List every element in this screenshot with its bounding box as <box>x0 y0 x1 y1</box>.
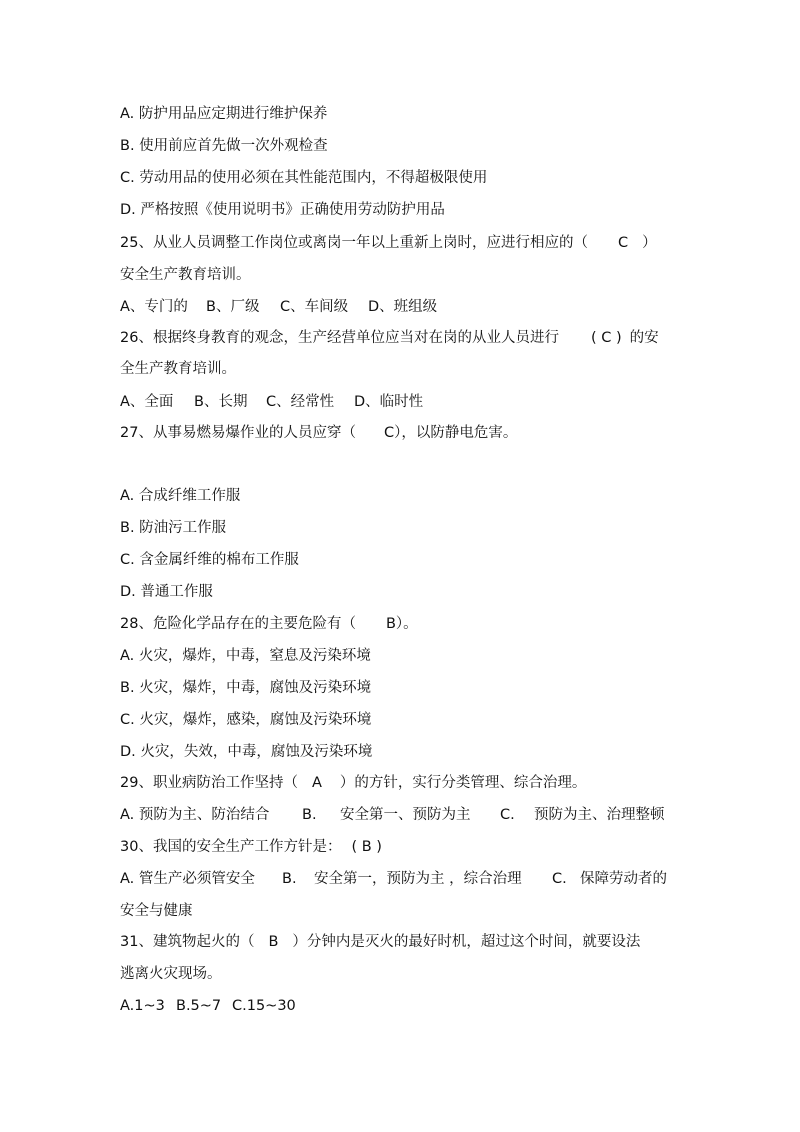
option-line: D. 火灾，失效，中毒，腐蚀及污染环境 <box>120 744 373 760</box>
option-line: D. 严格按照《使用说明书》正确使用劳动防护用品 <box>120 202 445 218</box>
option: C、经常性 <box>266 394 335 410</box>
option: B.5~7 <box>176 998 222 1014</box>
option: B、长期 <box>194 394 248 410</box>
question-text: ）的方针，实行分类管理、综合治理。 <box>339 775 587 791</box>
options-row <box>120 996 296 1016</box>
question-text: 逃离火灾现场。 <box>120 966 222 982</box>
option: A. 管生产必须管安全 <box>120 871 255 887</box>
question-28 <box>120 614 418 634</box>
question-text: 27、从事易燃易爆作业的人员应穿（ <box>120 425 356 441</box>
question-text: 的安 <box>629 330 659 346</box>
option: C.15~30 <box>232 998 296 1014</box>
answer: ( B ) <box>351 839 382 855</box>
option-line: 安全与健康 <box>120 903 193 919</box>
answer: A <box>311 775 322 791</box>
question-text: ），以防静电危害。 <box>394 425 518 441</box>
answer: ( C ) <box>590 330 622 346</box>
option: B. <box>282 871 297 887</box>
option: 安全第一、预防为主 <box>340 807 471 823</box>
option: D、班组级 <box>368 299 438 315</box>
question-27 <box>120 423 517 443</box>
option: 预防为主、治理整顿 <box>534 807 665 823</box>
option-line: C. 火灾，爆炸，感染，腐蚀及污染环境 <box>120 712 372 728</box>
option: 保障劳动者的 <box>580 871 667 887</box>
question-29 <box>120 773 586 793</box>
question-text: 30、我国的安全生产工作方针是： <box>120 839 342 855</box>
answer: B <box>268 934 279 950</box>
question-text: 31、建筑物起火的（ <box>120 934 255 950</box>
options-row <box>120 869 667 889</box>
option-line: C. 含金属纤维的棉布工作服 <box>120 552 299 568</box>
options-row <box>120 805 665 825</box>
question-31 <box>120 932 640 952</box>
question-text: 28、危险化学品存在的主要危险有（ <box>120 616 356 632</box>
answer: B <box>385 616 396 632</box>
option: C、车间级 <box>280 299 349 315</box>
option: D、临时性 <box>354 394 424 410</box>
option: A.1~3 <box>120 998 165 1014</box>
option-line: A. 火灾，爆炸，中毒，窒息及污染环境 <box>120 648 371 664</box>
question-text: ）。 <box>395 616 418 632</box>
answer: C <box>383 425 395 441</box>
option: C. <box>552 871 567 887</box>
option-line: D. 普通工作服 <box>120 584 213 600</box>
option: 安全第一，预防为主 ，综合治理 <box>314 871 522 887</box>
option-line: B. 防油污工作服 <box>120 520 227 536</box>
question-text: ）分钟内是灭火的最好时机，超过这个时间，就要设法 <box>292 934 641 950</box>
option: B. <box>302 807 317 823</box>
option-line: B. 火灾，爆炸，中毒，腐蚀及污染环境 <box>120 680 372 696</box>
question-26 <box>120 328 659 348</box>
question-30 <box>120 837 382 857</box>
question-text: 安全生产教育培训。 <box>120 267 251 283</box>
option: A、全面 <box>120 394 174 410</box>
options-row <box>120 392 423 412</box>
option-line: A. 合成纤维工作服 <box>120 488 241 504</box>
option: B、厂级 <box>206 299 260 315</box>
option-line: C. 劳动用品的使用必须在其性能范围内，不得超极限使用 <box>120 170 488 186</box>
option: A、专门的 <box>120 299 188 315</box>
option: C. <box>500 807 515 823</box>
answer: C <box>617 235 629 251</box>
option-line: B. 使用前应首先做一次外观检查 <box>120 138 328 154</box>
question-text: 全生产教育培训。 <box>120 361 236 377</box>
question-25 <box>120 233 657 253</box>
option: A. 预防为主、防治结合 <box>120 807 270 823</box>
option-line: A. 防护用品应定期进行维护保养 <box>120 106 328 122</box>
question-text: ） <box>642 235 657 251</box>
question-text: 25、从业人员调整工作岗位或离岗一年以上重新上岗时，应进行相应的（ <box>120 235 588 251</box>
options-row <box>120 297 437 317</box>
question-text: 26、根据终身教育的观念，生产经营单位应当对在岗的从业人员进行 <box>120 330 559 346</box>
question-text: 29、职业病防治工作坚持（ <box>120 775 298 791</box>
